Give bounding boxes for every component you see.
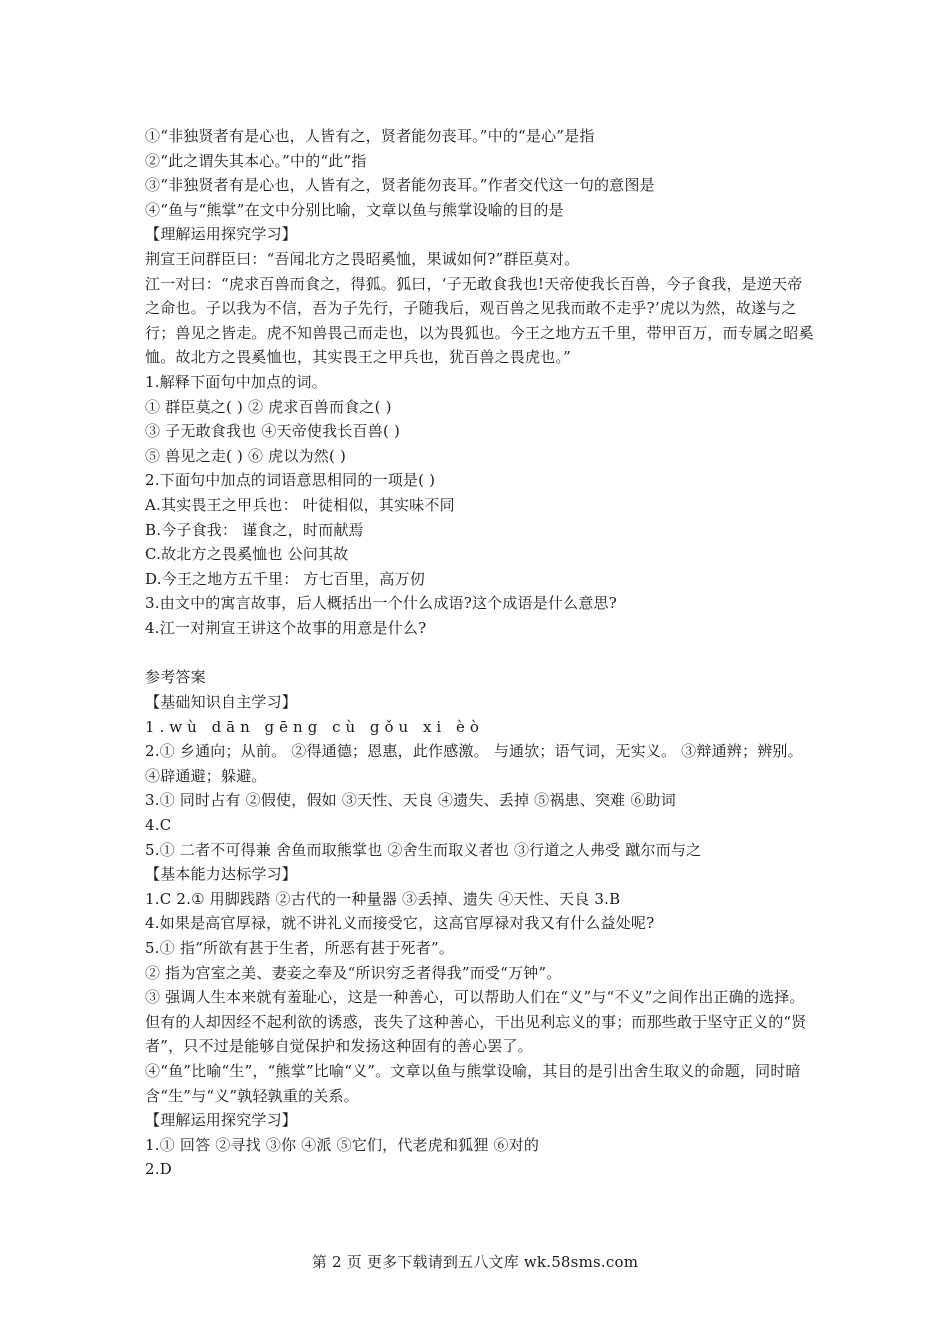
exercise-2-option-a: A.其实畏王之甲兵也： 叶徒相似，其实味不同 bbox=[145, 495, 455, 514]
exercise-1-item-b: ③ 子无敢食我也 ④天帝使我长百兽( ) bbox=[145, 422, 401, 441]
exercise-1-item-a: ① 群臣莫之( ) ② 虎求百兽而食之( ) bbox=[145, 397, 392, 416]
exercise-1-item-c: ⑤ 兽见之走( ) ⑥ 虎以为然( ) bbox=[145, 446, 347, 465]
exercise-2-option-d: D.今王之地方五千里： 方七百里，高万仞 bbox=[145, 569, 426, 588]
answer-pinyin: 1.wù dān gēng cù gǒu xi èò bbox=[145, 717, 484, 736]
exercise-2-option-c: C.故北方之畏奚恤也 公问其故 bbox=[145, 545, 349, 564]
exercise-4: 4.江一对荆宣王讲这个故事的用意是什么? bbox=[145, 618, 427, 637]
passage-intro: 荆宣王问群臣曰：“吾闻北方之畏昭奚恤，果诚如何?”群臣莫对。 bbox=[145, 249, 580, 268]
blank-line bbox=[145, 640, 815, 665]
answer-basic-2: 2.① 乡通向；从前。 ②得通德；恩惠，此作感激。 与通欤；语气词，无实义。 ③辩通辨；辨别。 ④辟通避；躲避。 bbox=[145, 742, 803, 785]
question-line-3: ③“非独贤者有是心也，人皆有之，贤者能勿丧耳。”作者交代这一句的意图是 bbox=[145, 176, 655, 195]
answer-ability-4: 4.如果是高官厚禄，就不讲礼义而接受它，这高官厚禄对我又有什么益处呢? bbox=[145, 914, 655, 933]
question-line-1: ①“非独贤者有是心也，人皆有之，贤者能勿丧耳。”中的“是心”是指 bbox=[145, 127, 595, 145]
answer-understanding-2: 2.D bbox=[145, 1160, 172, 1179]
answer-ability-5-1: 5.① 指“所欲有甚于生者，所恶有甚于死者”。 bbox=[145, 939, 455, 957]
answer-ability-1: 1.C 2.① 用脚践踏 ②古代的一种量器 ③丢掉、遗失 ④天性、天良 3.B bbox=[145, 889, 621, 908]
document-body bbox=[145, 124, 815, 1182]
answers-section-basic: 【基础知识自主学习】 bbox=[145, 693, 298, 712]
exercise-3: 3.由文中的寓言故事，后人概括出一个什么成语?这个成语是什么意思? bbox=[145, 594, 617, 613]
exercise-2-option-b: B.今子食我： 谨食之，时而献焉 bbox=[145, 520, 364, 539]
exercise-2-title: 2.下面句中加点的词语意思相同的一项是( ) bbox=[145, 471, 436, 490]
question-line-2: ②“此之谓失其本心。”中的“此”指 bbox=[145, 151, 367, 170]
answers-heading: 参考答案 bbox=[145, 668, 206, 687]
passage-body: 江一对曰：“虎求百兽而食之，得狐。狐曰，‘子无敢食我也!天帝使我长百兽，今子食我，是逆天帝之命也。子以我为不信，吾为子先行，子随我后，观百兽之见我而敢不走乎?’虎以为然，故遂与之行；兽见之皆走。虎不知兽畏己而走也，以为畏狐也。今王之地方五千里，带甲百万，而专属之昭奚恤。故北方之畏奚恤也，其实畏王之甲兵也，犹百兽之畏虎也。” bbox=[145, 274, 814, 367]
answer-basic-4: 4.C bbox=[145, 816, 172, 835]
answer-understanding-1: 1.① 回答 ②寻找 ③你 ④派 ⑤它们，代老虎和狐狸 ⑥对的 bbox=[145, 1135, 540, 1154]
answers-section-understanding: 【理解运用探究学习】 bbox=[145, 1111, 298, 1130]
answers-section-ability: 【基本能力达标学习】 bbox=[145, 865, 298, 884]
answer-ability-5-3: ③ 强调人生本来就有羞耻心，这是一种善心，可以帮助人们在“义”与“不义”之间作出正确的选择。但有的人却因经不起利欲的诱惑，丧失了这种善心，干出见利忘义的事；而那些敢于坚守正义的“贤者”，只不过是能够自觉保护和发扬这种固有的善心罢了。 bbox=[145, 988, 807, 1056]
answer-ability-5-4: ④“鱼”比喻“生”，“熊掌”比喻“义”。文章以鱼与熊掌设喻，其目的是引出舍生取义的命题，同时暗含“生”与“义”孰轻孰重的关系。 bbox=[145, 1061, 801, 1105]
page-footer: 第 2 页 更多下载请到五八文库 wk.58sms.com bbox=[311, 1253, 639, 1271]
answer-basic-5: 5.① 二者不可得兼 舍鱼而取熊掌也 ②舍生而取义者也 ③行道之人弗受 蹴尔而与之 bbox=[145, 840, 702, 859]
answer-basic-3: 3.① 同时占有 ②假使，假如 ③天性、天良 ④遗失、丢掉 ⑤祸患、突难 ⑥助词 bbox=[145, 791, 676, 810]
section-heading-understanding: 【理解运用探究学习】 bbox=[145, 225, 298, 244]
question-line-4: ④“鱼与“熊掌”在文中分别比喻，文章以鱼与熊掌设喻的目的是 bbox=[145, 200, 564, 219]
exercise-1-title: 1.解释下面句中加点的词。 bbox=[145, 372, 327, 391]
answer-ability-5-2: ② 指为宫室之美、妻妾之奉及“所识穷乏者得我”而受“万钟”。 bbox=[145, 963, 562, 982]
